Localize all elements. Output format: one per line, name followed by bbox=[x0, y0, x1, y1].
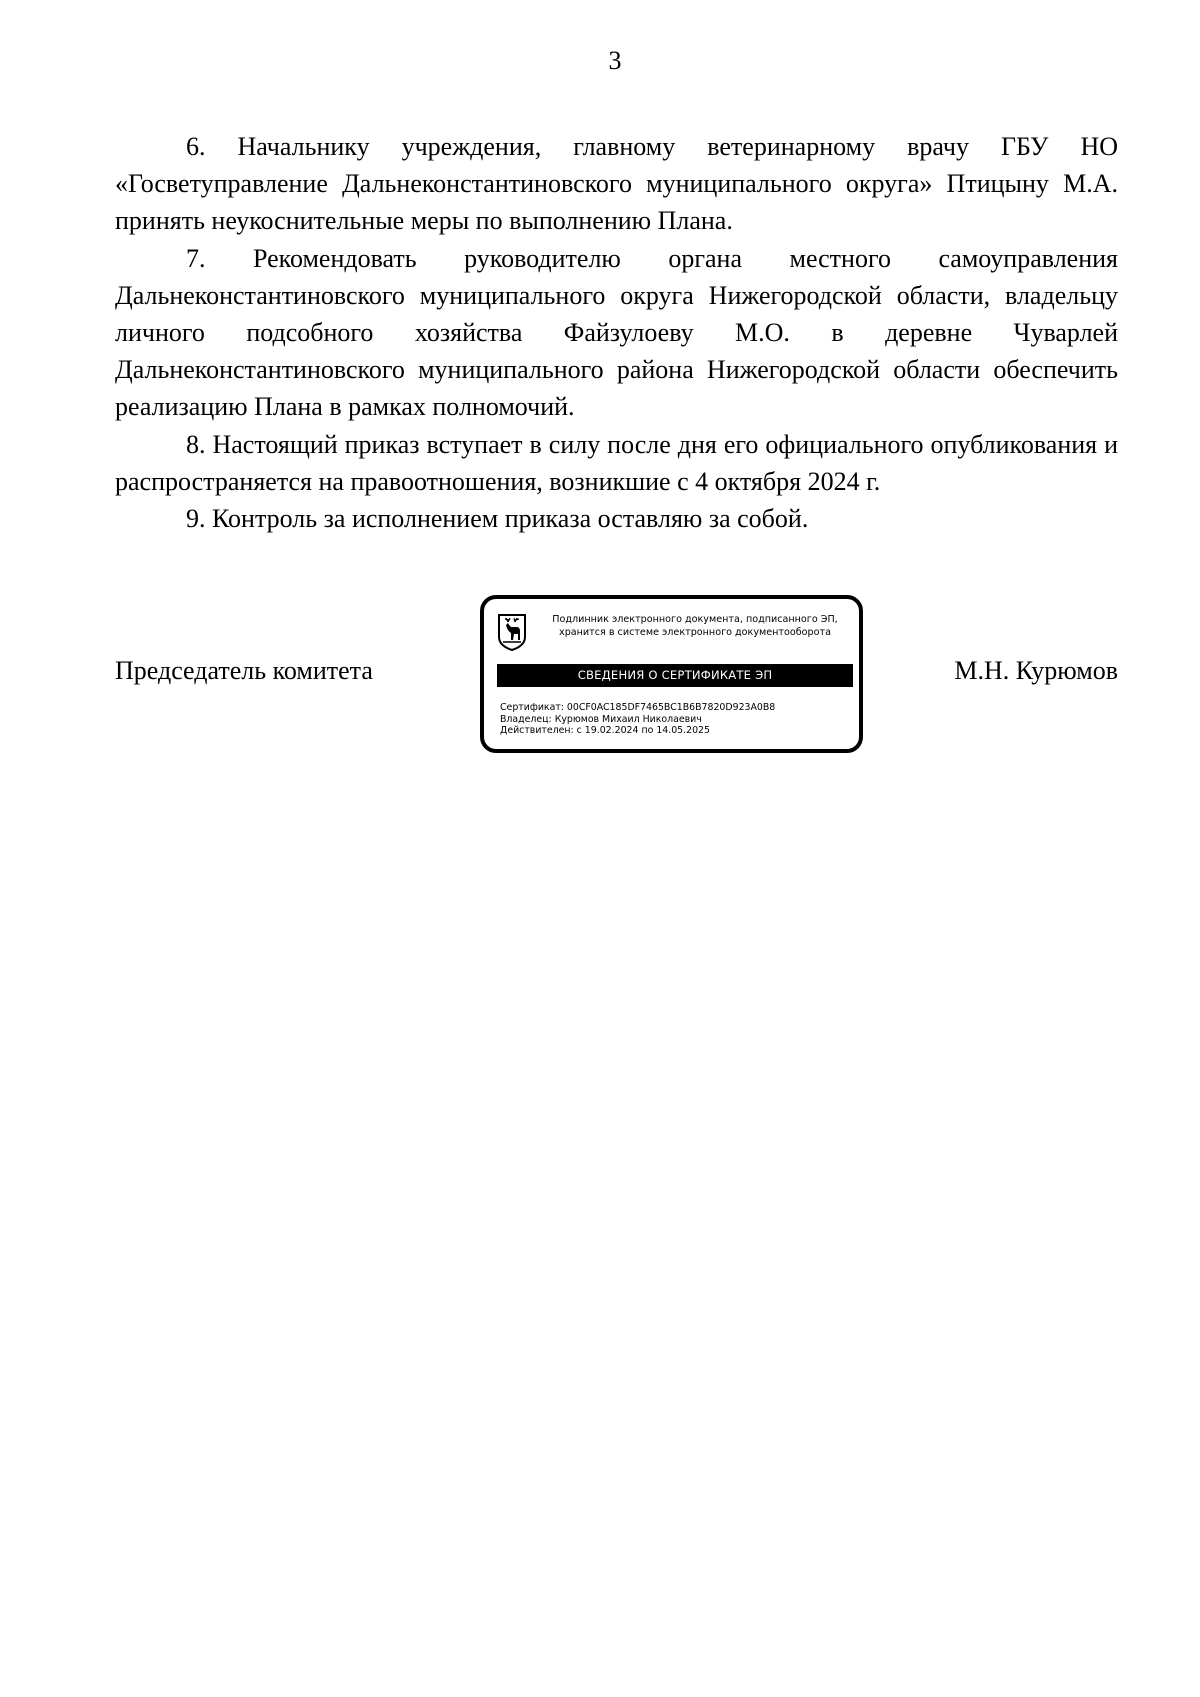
paragraph-8: 8. Настоящий приказ вступает в силу после дня его официального опубликования и распространяется на правоотношения, возникшие с 4 октября 2024 г. bbox=[115, 429, 1118, 496]
page-number: 3 bbox=[608, 46, 622, 75]
certificate-number: Сертификат: 00CF0AC185DF7465BC1B6B7820D923A0B8 bbox=[500, 702, 776, 713]
certificate-validity: Действителен: с 19.02.2024 по 14.05.2025 bbox=[500, 725, 710, 736]
paragraph-6: 6. Начальнику учреждения, главному ветеринарному врачу ГБУ НО «Госветуправление Дальнеконстантиновского муниципального округа» Птицыну М.А. принять неукоснительные меры по выполнению Плана. bbox=[115, 132, 1118, 236]
signatory-position: Председатель комитета bbox=[115, 656, 373, 685]
certificate-details bbox=[500, 702, 850, 737]
certificate-info-bar: СВЕДЕНИЯ О СЕРТИФИКАТЕ ЭП bbox=[497, 664, 853, 687]
paragraph-9: 9. Контроль за исполнением приказа оставляю за собой. bbox=[186, 504, 809, 534]
certificate-owner: Владелец: Курюмов Михаил Николаевич bbox=[500, 713, 702, 725]
stamp-header bbox=[534, 613, 856, 639]
stamp-header-line-2: хранится в системе электронного документооборота bbox=[559, 627, 831, 638]
stamp-header-line-1: Подлинник электронного документа, подписанного ЭП, bbox=[552, 614, 838, 625]
deer-emblem-icon bbox=[497, 613, 527, 651]
signatory-name: М.Н. Курюмов bbox=[954, 656, 1118, 685]
document-body bbox=[115, 128, 1118, 537]
paragraph-7: 7. Рекомендовать руководителю органа местного самоуправления Дальнеконстантиновского муниципального округа Нижегородской области, владельцу личного подсобного хозяйства Файзулоеву М.О. в деревне Чуварлей Дальнеконстантиновского муниципального района Нижегородской области обеспечить реализацию Плана в рамках полномочий. bbox=[115, 243, 1118, 422]
electronic-signature-stamp bbox=[480, 595, 863, 753]
